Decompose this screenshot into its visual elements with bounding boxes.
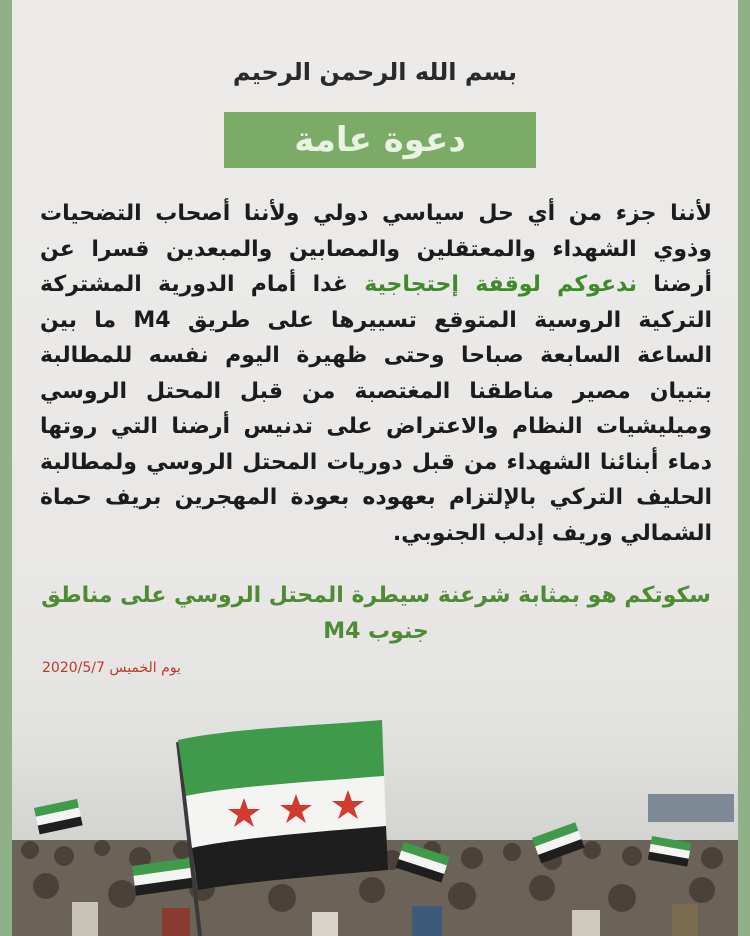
basmala-heading: بسم الله الرحمن الرحيم (232, 58, 518, 86)
date-label: يوم الخميس 2020/5/7 (42, 660, 181, 676)
billboard (648, 794, 734, 822)
invitation-body (40, 196, 712, 551)
poster (12, 0, 738, 936)
body-text-part2: غدا أمام الدورية المشتركة التركية الروسية المتوقع تسييرها على طريق M4 ما بين الساعة السابعة صباحا وحتى ظهيرة اليوم نفسه للمطالبة بتبيان مصير مناطقنا المغتصبة من قبل المحتل الروسي وميليشيات النظام والاعتراض على تدنيس أرضنا التي روتها دماء أبنائنا الشهداء من قبل دوريات المحتل الروسي ولمطالبة الحليف التركي بالإلتزام بعهوده بعودة المهجرين بريف حماة الشمالي وريف إدلب الجنوبي. (40, 272, 712, 546)
crowd-flags-image (12, 690, 738, 936)
title-banner (224, 112, 536, 168)
syrian-revolution-flag (178, 720, 388, 890)
protest-call-highlight: ندعوكم لوقفة إحتجاجية (364, 272, 637, 297)
page-title: دعوة عامة (294, 120, 466, 160)
closing-statement: سكوتكم هو بمثابة شرعنة سيطرة المحتل الروسي على مناطق جنوب M4 (41, 583, 711, 644)
body-text-part1: لأننا جزء من أي حل سياسي دولي ولأننا أصحاب التضحيات وذوي الشهداء والمعتقلين والمصابين والمبعدين قسرا عن أرضنا (40, 201, 712, 297)
